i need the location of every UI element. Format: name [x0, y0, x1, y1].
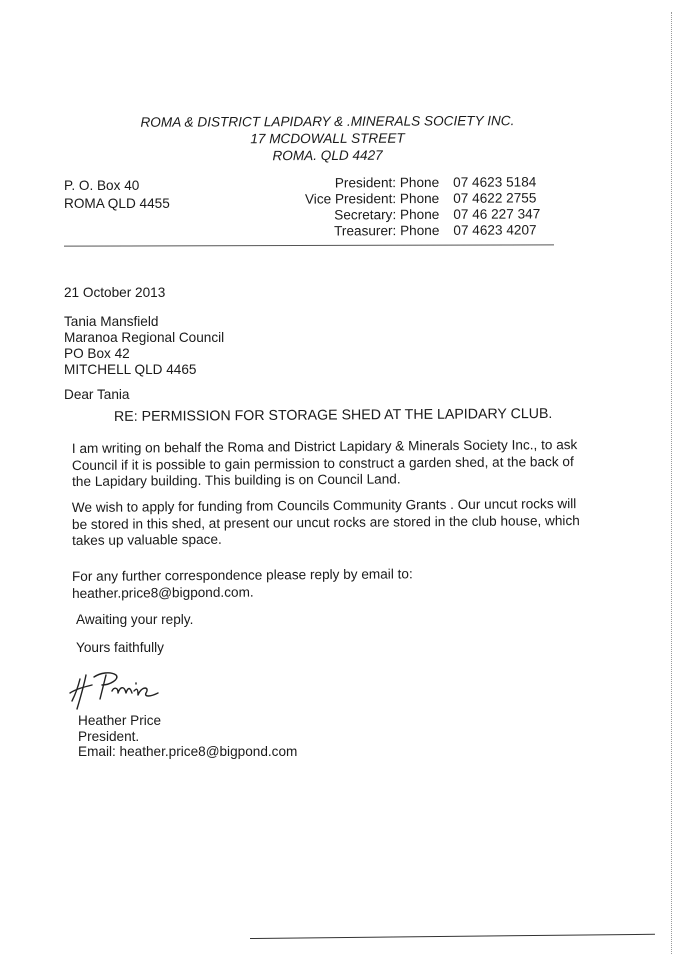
contact-phone: 07 46 227 347 [453, 206, 541, 222]
po-city: ROMA QLD 4455 [64, 196, 170, 211]
subject-line: RE: PERMISSION FOR STORAGE SHED AT THE LAPIDARY CLUB. [113, 405, 553, 425]
recipient-address [64, 314, 224, 378]
organization-street: 17 MCDOWALL STREET [250, 130, 405, 147]
contact-phone: 07 4622 2755 [453, 190, 537, 206]
contact-phones [305, 174, 541, 239]
signature-block [78, 713, 297, 760]
body-line: takes up valuable space. [72, 531, 222, 548]
signatory-email: Email: heather.price8@bigpond.com [78, 744, 298, 759]
footer-divider [250, 934, 655, 939]
organization-name: ROMA & DISTRICT LAPIDARY & .MINERALS SOCIETY INC. [140, 113, 515, 130]
po-box: P. O. Box 40 [64, 178, 140, 193]
body-paragraph-2 [72, 496, 632, 550]
letter-date: 21 October 2013 [64, 285, 166, 300]
letterhead [0, 112, 640, 166]
awaiting-reply: Awaiting your reply. [76, 612, 194, 627]
contact-role: Vice President: Phone [304, 190, 440, 207]
recipient-organization: Maranoa Regional Council [64, 330, 225, 345]
closing: Yours faithfully [76, 640, 164, 655]
body-line: be stored in this shed, at present our uncut rocks are stored in the club house, which [71, 512, 580, 532]
body-line: Council if it is possible to gain permission to construct a garden shed, at the back of [71, 453, 574, 473]
signatory-name: Heather Price [78, 713, 162, 728]
reply-email: heather.price8@bigpond.com. [72, 584, 254, 601]
signatory-title: President. [78, 728, 140, 744]
recipient-po-box: PO Box 42 [64, 346, 130, 361]
recipient-name: Tania Mansfield [64, 314, 159, 329]
contact-role: President: Phone [334, 174, 440, 191]
contact-role: Secretary: Phone [334, 206, 440, 223]
salutation: Dear Tania [64, 387, 130, 402]
contact-row [305, 190, 540, 207]
contact-phone: 07 4623 4207 [453, 222, 537, 238]
postal-address [64, 177, 170, 213]
contact-phone: 07 4623 5184 [453, 174, 537, 190]
body-line: For any further correspondence please reply by email to: [71, 566, 413, 585]
page-edge-line [671, 12, 672, 954]
recipient-city: MITCHELL QLD 4465 [64, 362, 197, 377]
contact-row [305, 222, 540, 239]
handwritten-signature-icon [66, 665, 176, 715]
contact-row [305, 174, 540, 191]
body-paragraph-3 [72, 565, 632, 602]
body-paragraph-1 [72, 437, 632, 491]
body-line: We wish to apply for funding from Councils Community Grants . Our uncut rocks will [71, 496, 577, 516]
organization-city: ROMA. QLD 4427 [272, 147, 383, 164]
contact-role: Treasurer: Phone [334, 222, 440, 239]
body-line: the Lapidary building. This building is on Council Land. [72, 471, 401, 489]
letterhead-divider [64, 244, 554, 246]
body-line: I am writing on behalf the Roma and District Lapidary & Minerals Society Inc., to ask [71, 437, 578, 457]
contact-row [305, 206, 540, 223]
